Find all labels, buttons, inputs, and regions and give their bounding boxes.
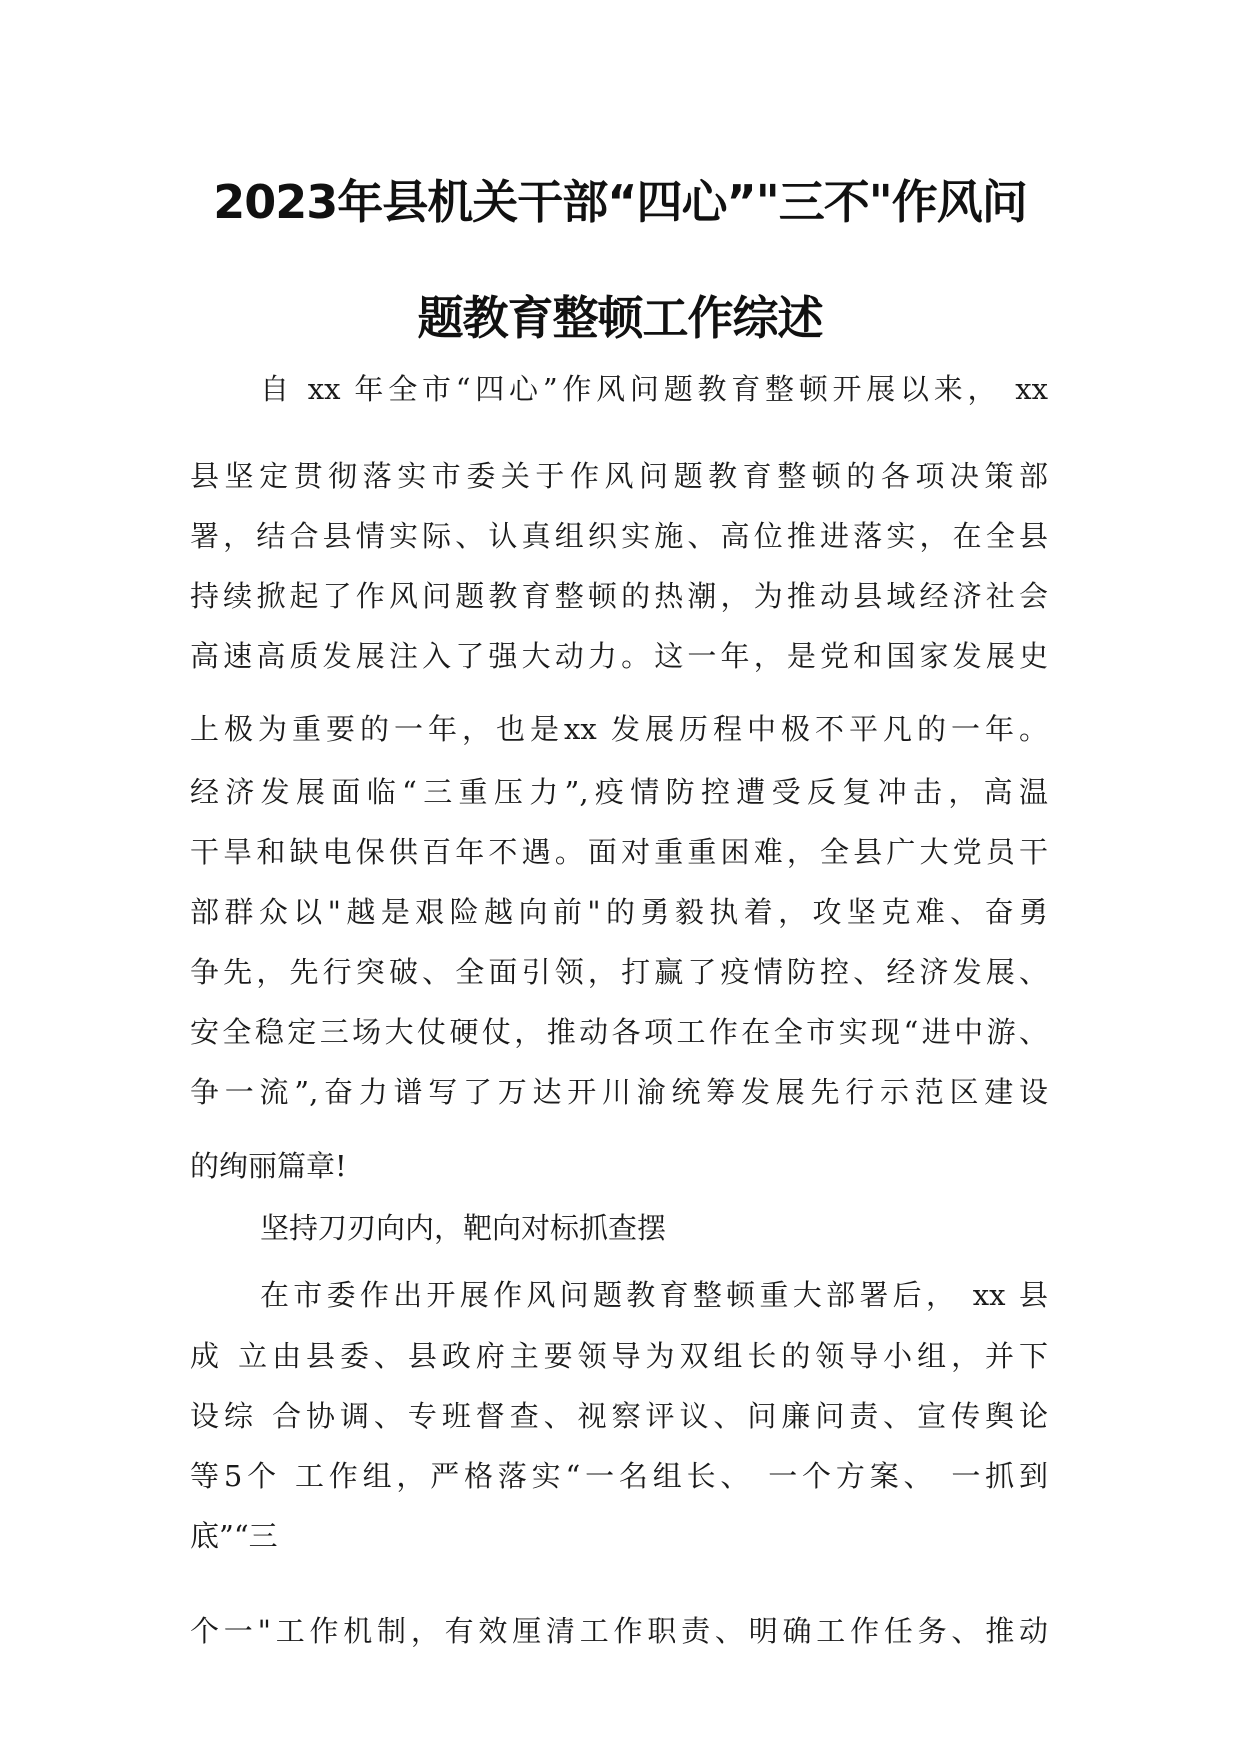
body-line: 干旱和缺电保供百年不遇。面对重重困难，全县广大党员干 (190, 835, 1048, 869)
section-heading: 坚持刀刃向内，靶向对标抓查摆 (260, 1211, 667, 1245)
body-line: 上极为重要的一年，也是xx 发展历程中极不平凡的一年。 (190, 712, 1048, 746)
body-line: 部群众以"越是艰险越向前"的勇毅执着，攻坚克难、奋勇 (190, 895, 1048, 929)
body-line: 的绚丽篇章! (190, 1149, 347, 1183)
body-line: 县坚定贯彻落实市委关于作风问题教育整顿的各项决策部 (190, 459, 1048, 493)
body-line: 自 xx 年全市“四心”作风问题教育整顿开展以来， xx (260, 372, 1048, 406)
body-line: 等5个 工作组，严格落实“一名组长、 一个方案、 一抓到 (190, 1459, 1048, 1493)
body-line: 安全稳定三场大仗硬仗，推动各项工作在全市实现“进中游、 (190, 1015, 1048, 1049)
body-line: 争先，先行突破、全面引领，打赢了疫情防控、经济发展、 (190, 955, 1048, 989)
body-line: 争一流”,奋力谱写了万达开川渝统筹发展先行示范区建设 (190, 1075, 1048, 1109)
body-line: 持续掀起了作风问题教育整顿的热潮，为推动县域经济社会 (190, 579, 1048, 613)
body-line: 成 立由县委、县政府主要领导为双组长的领导小组，并下 (190, 1339, 1048, 1373)
body-line: 经济发展面临“三重压力”,疫情防控遭受反复冲击，高温 (190, 775, 1048, 809)
body-line: 署，结合县情实际、认真组织实施、高位推进落实，在全县 (190, 519, 1048, 553)
body-line: 在市委作出开展作风问题教育整顿重大部署后， xx 县 (260, 1278, 1048, 1312)
body-line: 设综 合协调、专班督查、视察评议、问廉问责、宣传舆论 (190, 1399, 1048, 1433)
document-title-line-1: 2023年县机关干部“四心”"三不"作风问 (213, 175, 1027, 229)
body-line: 个一"工作机制，有效厘清工作职责、明确工作任务、推动 (190, 1614, 1048, 1648)
document-title-line-2: 题教育整顿工作综述 (417, 291, 823, 345)
body-line: 底”“三 (190, 1519, 278, 1553)
body-line: 高速高质发展注入了强大动力。这一年，是党和国家发展史 (190, 639, 1048, 673)
